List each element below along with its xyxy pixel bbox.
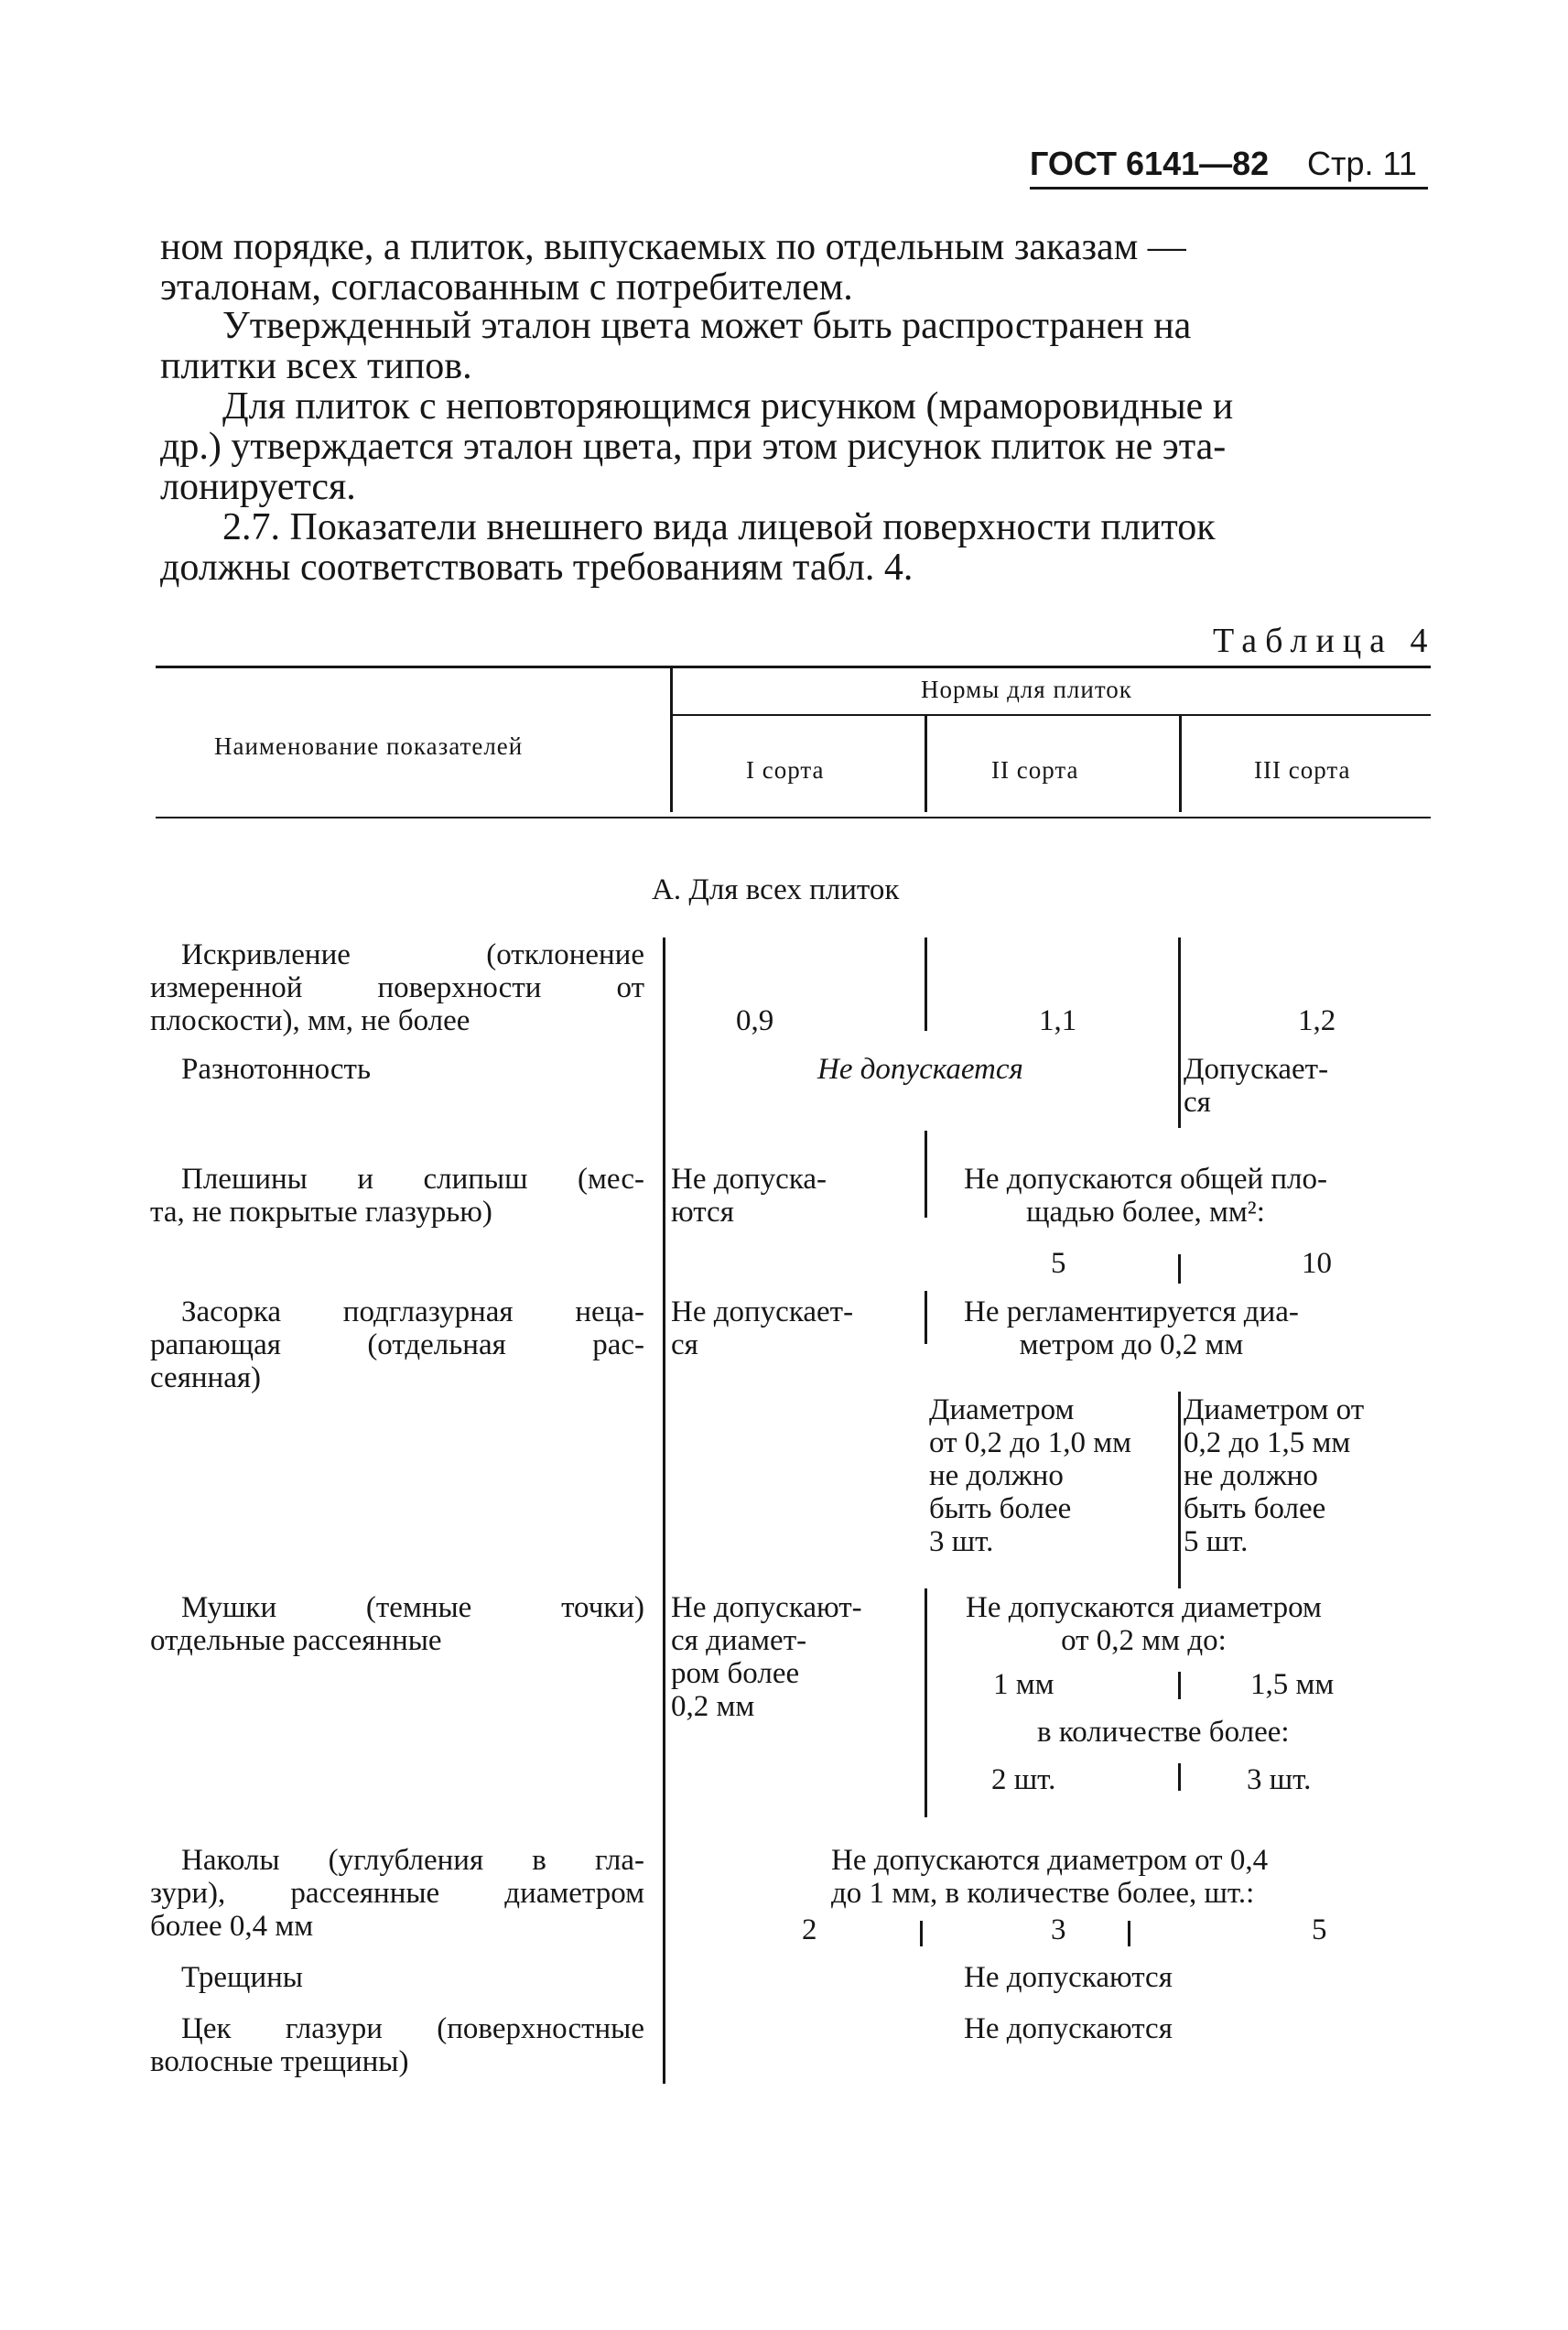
row-tone-grade3: Допускает- ся (1184, 1053, 1329, 1119)
paragraph-pattern: Для плиток с неповторяющимся рисунком (мраморовидные и др.) утверждается эталон цвета, при этом рисунок плиток не эта- лонируется. (160, 385, 1234, 508)
row-specks-grade23-count: в количестве более: (1037, 1716, 1290, 1749)
paragraph-etalon: Утвержденный эталон цвета может быть распространен на плитки всех типов. (160, 305, 1192, 387)
row-crazing-grade123: Не допускаются (964, 2012, 1173, 2045)
row-litter-grade3: Диаметром от 0,2 до 1,5 мм не должно быть более 5 шт. (1184, 1393, 1365, 1558)
divider-litter-1 (925, 1291, 927, 1344)
row-litter-name: Засорка подглазурная неца- рапающая (отдельная рас- сеянная) (150, 1295, 644, 1394)
header-rule (1030, 187, 1428, 190)
page-number: Стр. 11 (1307, 145, 1417, 182)
head-divider-name (670, 666, 673, 812)
table-head-bottom-rule (156, 817, 1431, 818)
row-cracks-grade123: Не допускаются (964, 1961, 1173, 1994)
row-litter-grade1: Не допускает- ся (671, 1295, 854, 1361)
row-bald-grade1: Не допуска- ются (671, 1163, 827, 1229)
head-divider-grade2 (925, 716, 927, 812)
head-divider-grade3 (1179, 716, 1182, 812)
row-specks-grade1: Не допускают- ся диамет- ром более 0,2 мм (671, 1591, 862, 1723)
row-curvature-grade2: 1,1 (1039, 1004, 1077, 1037)
divider-bald-23 (1178, 1254, 1181, 1284)
divider-specks-1 (925, 1588, 927, 1817)
row-tone-name: Разнотонность (181, 1053, 372, 1086)
divider-pricks-12 (920, 1921, 923, 1946)
row-specks-name: Мушки (темные точки) отдельные рассеянные (150, 1591, 644, 1657)
row-pricks-name: Наколы (углубления в гла- зури), рассеянные диаметром более 0,4 мм (150, 1844, 644, 1943)
row-cracks-name: Трещины (181, 1961, 303, 1994)
divider-pricks-23 (1128, 1921, 1130, 1946)
row-tone-grade12: Не допускается (817, 1053, 1023, 1086)
row-specks-grade23-diameter: Не допускаются диаметром от 0,2 мм до: (966, 1591, 1322, 1657)
head-grade2: II сорта (991, 756, 1079, 784)
head-grade3: III сорта (1254, 756, 1351, 784)
row-curvature-name: Искривление (отклонение измеренной поверхности от плоскости), мм, не более (150, 938, 644, 1037)
divider-specks-23a (1178, 1672, 1181, 1699)
row-pricks-grade2: 3 (1051, 1913, 1066, 1946)
norms-rule (673, 714, 1431, 716)
divider-curvature-3 (1178, 937, 1181, 1128)
row-curvature-grade3: 1,2 (1298, 1004, 1336, 1037)
row-bald-grade23: Не допускаются общей пло- щадью более, мм²: (964, 1163, 1327, 1229)
divider-bald-1 (925, 1131, 927, 1218)
paragraph-2-7: 2.7. Показатели внешнего вида лицевой поверхности плиток должны соответствовать требованиям табл. 4. (160, 506, 1216, 589)
standard-number: ГОСТ 6141—82 (1030, 145, 1270, 182)
section-title: А. Для всех плиток (652, 873, 900, 906)
body-divider-name (663, 937, 665, 2084)
paragraph-continued: ном порядке, а плиток, выпускаемых по отдельным заказам — эталонам, согласованным с потребителем. (160, 226, 1186, 309)
row-pricks-grade123: Не допускаются диаметром от 0,4 до 1 мм, в количестве более, шт.: (831, 1844, 1269, 1910)
row-litter-grade2: Диаметром от 0,2 до 1,0 мм не должно быть более 3 шт. (929, 1393, 1132, 1558)
head-grade1: I сорта (746, 756, 825, 784)
row-curvature-grade1: 0,9 (736, 1004, 774, 1037)
row-pricks-grade3: 5 (1312, 1913, 1327, 1946)
row-specks-grade3-count: 3 шт. (1247, 1763, 1312, 1796)
row-specks-grade2-diameter: 1 мм (993, 1668, 1054, 1701)
row-specks-grade2-count: 2 шт. (991, 1763, 1056, 1796)
divider-curvature-2 (925, 937, 927, 1031)
row-pricks-grade1: 2 (802, 1913, 817, 1946)
divider-litter-23 (1178, 1392, 1181, 1588)
row-bald-name: Плешины и слипыш (мес- та, не покрытые глазурью) (150, 1163, 644, 1229)
divider-specks-23b (1178, 1763, 1181, 1791)
head-name: Наименование показателей (214, 732, 524, 760)
row-crazing-name: Цек глазури (поверхностные волосные трещины) (150, 2012, 644, 2078)
table-top-rule (156, 666, 1431, 668)
row-bald-grade3: 10 (1302, 1247, 1332, 1280)
row-specks-grade3-diameter: 1,5 мм (1250, 1668, 1335, 1701)
row-litter-grade23: Не регламентируется диа- метром до 0,2 мм (964, 1295, 1299, 1361)
head-norms: Нормы для плиток (921, 676, 1132, 703)
table-caption: Таблица 4 (1213, 622, 1436, 660)
row-bald-grade2: 5 (1051, 1247, 1066, 1280)
